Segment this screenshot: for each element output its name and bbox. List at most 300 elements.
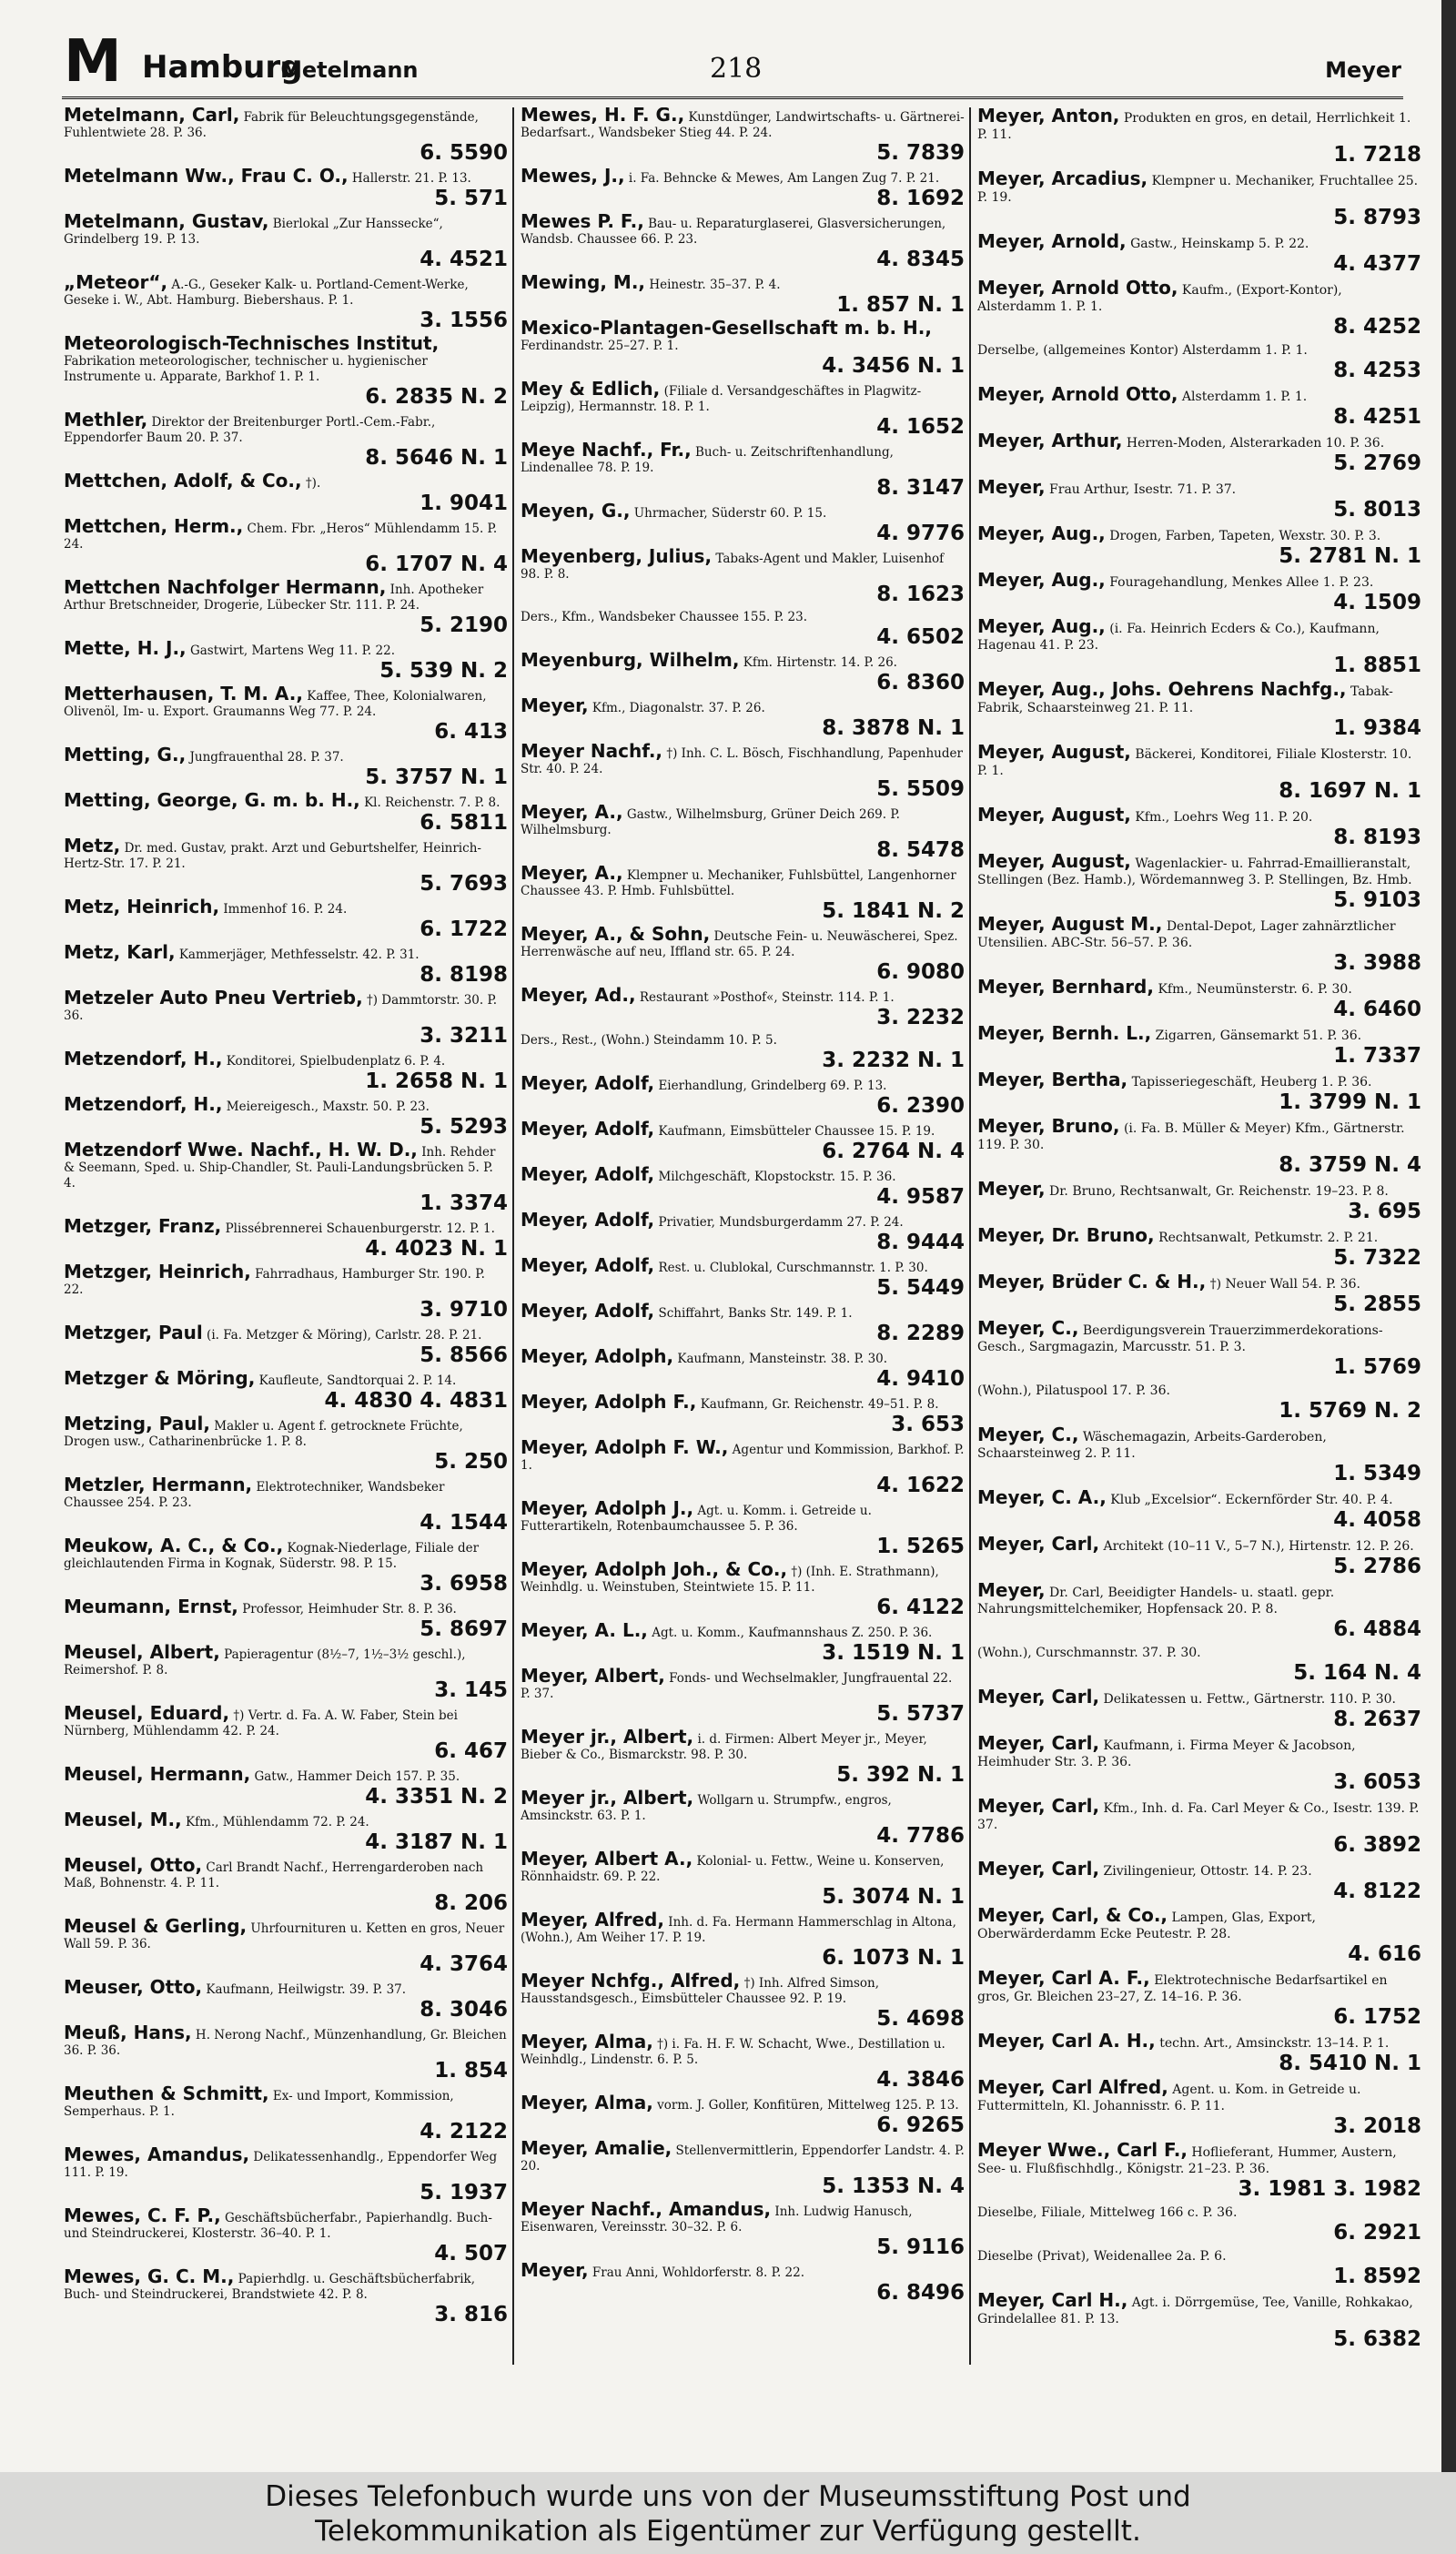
directory-entry bbox=[977, 342, 1421, 382]
entry-name: Metzeler Auto Pneu Vertrieb, bbox=[64, 987, 363, 1008]
directory-entry bbox=[521, 1436, 965, 1497]
entry-details: Uhrfournituren u. Ketten en gros, Neuer Wall 59. P. 36. bbox=[64, 1921, 505, 1951]
directory-entry bbox=[64, 1048, 508, 1093]
entry-name: Meusel & Gerling, bbox=[64, 1915, 248, 1937]
directory-entry bbox=[521, 1033, 965, 1072]
entry-details: Eierhandlung, Grindelberg 69. P. 13. bbox=[658, 1079, 887, 1093]
directory-entry bbox=[521, 740, 965, 801]
entry-phone-number: 6. 1752 bbox=[1333, 2005, 1421, 2029]
entry-phone-number: 5. 2786 bbox=[1333, 1555, 1421, 1578]
directory-entry bbox=[977, 522, 1421, 568]
entry-details: Kaffee, Thee, Kolonialwaren, Olivenöl, Im- u. Export. Graumanns Weg 77. P. 24. bbox=[64, 689, 487, 719]
entry-phone-number: 5. 8566 bbox=[420, 1343, 508, 1367]
directory-entry bbox=[64, 576, 508, 637]
column-divider bbox=[969, 107, 971, 2365]
entry-name: Meye Nachf., Fr., bbox=[521, 439, 692, 461]
directory-entry bbox=[64, 2144, 508, 2204]
entry-details: Derselbe, (allgemeines Kontor) Alsterdamm 1. P. 1. bbox=[977, 343, 1308, 358]
entry-phone-number: 4. 4377 bbox=[1333, 252, 1421, 276]
entry-phone-number: 6. 2835 N. 2 bbox=[365, 385, 508, 409]
entry-details: Direktor der Breitenburger Portl.-Cem.-Fabr., Eppendorfer Baum 20. P. 37. bbox=[64, 415, 436, 445]
entry-details: Inh. d. Fa. Hermann Hammerschlag in Altona, (Wohn.), Am Weiher 17. P. 19. bbox=[521, 1915, 956, 1945]
entry-name: Meyer, Adolph, bbox=[521, 1345, 674, 1367]
directory-entry bbox=[977, 1178, 1421, 1223]
entry-details: Alsterdamm 1. P. 1. bbox=[1181, 390, 1308, 404]
directory-entry bbox=[977, 741, 1421, 803]
entry-details: (Filiale d. Versandgeschäftes in Plagwitz-Leipzig), Hermannstr. 18. P. 1. bbox=[521, 384, 922, 414]
directory-entry bbox=[521, 1072, 965, 1118]
entry-name: Metzler, Hermann, bbox=[64, 1474, 253, 1495]
entry-name: Meyer, Carl, & Co., bbox=[977, 1904, 1168, 1926]
entry-name: Meyer, Adolph F. W., bbox=[521, 1436, 729, 1458]
directory-entry bbox=[977, 615, 1421, 677]
entry-phone-number: 6. 1073 N. 1 bbox=[822, 1946, 965, 1970]
entry-phone-number: 4. 9410 bbox=[876, 1367, 965, 1391]
directory-entry bbox=[521, 2092, 965, 2137]
directory-entry bbox=[64, 515, 508, 576]
column-1 bbox=[64, 107, 508, 2365]
directory-entry bbox=[64, 1915, 508, 1976]
entry-phone-number: 1. 7218 bbox=[1333, 143, 1421, 167]
entry-phone-number: 6. 3892 bbox=[1333, 1833, 1421, 1857]
directory-entry bbox=[64, 1641, 508, 1702]
entry-phone-number: 5. 8793 bbox=[1333, 206, 1421, 229]
entry-name: Meyer jr., Albert, bbox=[521, 1787, 694, 1809]
entry-name: Meyer, Carl A. F., bbox=[977, 1967, 1150, 1989]
directory-entry bbox=[64, 470, 508, 515]
entry-details: Fabrikation meteorologischer, technischer u. hygienischer Instrumente u. Apparate, Barkhof 1. P. 1. bbox=[64, 354, 428, 384]
entry-details: Kaufmann, i. Firma Meyer & Jacobson, Heimhuder Str. 3. P. 36. bbox=[977, 1738, 1356, 1769]
entry-details: Kaufm., (Export-Kontor), Alsterdamm 1. P. 1. bbox=[977, 283, 1342, 314]
directory-entry bbox=[64, 987, 508, 1048]
directory-entry bbox=[977, 1224, 1421, 1270]
entry-name: Meyen, G., bbox=[521, 500, 631, 522]
column-2 bbox=[521, 107, 965, 2365]
entry-details: †) i. Fa. H. F. W. Schacht, Wwe., Destillation u. Weinhdlg., Lindenstr. 6. P. 5. bbox=[521, 2037, 945, 2067]
entry-name: Meyer, Adolf, bbox=[521, 1254, 655, 1276]
directory-entry bbox=[977, 279, 1421, 339]
directory-entry bbox=[64, 2022, 508, 2083]
directory-entry bbox=[977, 1317, 1421, 1379]
entry-phone-number: 4. 1544 bbox=[420, 1511, 508, 1535]
entry-phone-number: 4. 4058 bbox=[1333, 1508, 1421, 1532]
entry-phone-number: 5. 7322 bbox=[1333, 1246, 1421, 1270]
entry-details: i. Fa. Behncke & Mewes, Am Langen Zug 7. P. 21. bbox=[628, 171, 940, 186]
directory-entry bbox=[521, 210, 965, 271]
entry-phone-number: 8. 8193 bbox=[1333, 826, 1421, 849]
directory-entry bbox=[64, 1809, 508, 1854]
entry-name: Meyer, C., bbox=[977, 1424, 1079, 1445]
entry-phone-number: 5. 6382 bbox=[1333, 2327, 1421, 2351]
directory-entry bbox=[977, 1579, 1421, 1641]
entry-details: Restaurant »Posthof«, Steinstr. 114. P. 1. bbox=[639, 990, 895, 1005]
directory-entry bbox=[977, 167, 1421, 229]
entry-details: Bäckerei, Konditorei, Filiale Klosterstr. 10. P. 1. bbox=[977, 747, 1412, 778]
directory-entry bbox=[977, 1535, 1421, 1578]
entry-name: Mewes, Amandus, bbox=[64, 2144, 250, 2165]
directory-entry bbox=[64, 332, 508, 409]
entry-phone-number: 5. 3074 N. 1 bbox=[822, 1885, 965, 1909]
city-title: Hamburg bbox=[142, 49, 303, 86]
entry-phone-number: 4. 1652 bbox=[876, 415, 965, 439]
entry-details: Dieselbe (Privat), Weidenallee 2a. P. 6. bbox=[977, 2249, 1227, 2264]
directory-entry bbox=[64, 409, 508, 470]
entry-phone-number: 5. 1841 N. 2 bbox=[822, 899, 965, 923]
directory-entry bbox=[977, 850, 1421, 912]
entry-name: Mewes, G. C. M., bbox=[64, 2265, 235, 2287]
entry-details: Deutsche Fein- u. Neuwäscherei, Spez. Herrenwäsche auf neu, Iffland str. 65. P. 24. bbox=[521, 929, 958, 959]
entry-phone-number: 6. 4884 bbox=[1333, 1617, 1421, 1641]
entry-name: Metterhausen, T. M. A., bbox=[64, 683, 303, 704]
entry-phone-number: 6. 1707 N. 4 bbox=[365, 552, 508, 576]
directory-entry bbox=[977, 1426, 1421, 1485]
entry-details: Inh. Rehder & Seemann, Sped. u. Ship-Chandler, St. Pauli-Landungsbrücken 5. P. 4. bbox=[64, 1145, 496, 1191]
entry-details: Chem. Fbr. „Heros“ Mühlendamm 15. P. 24. bbox=[64, 522, 498, 552]
entry-details: Kaufleute, Sandtorquai 2. P. 14. bbox=[258, 1373, 457, 1388]
entry-details: Fouragehandlung, Menkes Allee 1. P. 23. bbox=[1109, 575, 1374, 590]
entry-name: Meyer, Aug., bbox=[977, 569, 1106, 591]
entry-details: Delikatessenhandlg., Eppendorfer Weg 111. P. 19. bbox=[64, 2150, 498, 2180]
entry-phone-number: 1. 854 bbox=[434, 2059, 508, 2083]
entry-name: Mette, H. J., bbox=[64, 637, 187, 659]
entry-details: Fabrik für Beleuchtungsgegenstände, Fuhlentwiete 28. P. 36. bbox=[64, 110, 479, 140]
directory-entry bbox=[521, 545, 965, 606]
entry-phone-number: 6. 4122 bbox=[876, 1596, 965, 1619]
entry-phone-number: 4. 2122 bbox=[420, 2120, 508, 2144]
entry-name: „Meteor“, bbox=[64, 271, 168, 293]
entry-details: i. d. Firmen: Albert Meyer jr., Meyer, Bieber & Co., Bismarckstr. 98. P. 30. bbox=[521, 1732, 927, 1762]
entry-details: (i. Fa. Metzger & Möring), Carlstr. 28. P. 21. bbox=[207, 1328, 482, 1343]
entry-name: Meyer, Carl H., bbox=[977, 2289, 1128, 2311]
directory-entry bbox=[64, 1854, 508, 1915]
entry-name: Mexico-Plantagen-Gesellschaft m. b. H., bbox=[521, 317, 932, 339]
entry-name: Meyer, Carl, bbox=[977, 1732, 1100, 1754]
entry-phone-number: 8. 3046 bbox=[420, 1998, 508, 2022]
entry-name: Meyer, Alma, bbox=[521, 2092, 653, 2113]
entry-details: Dr. Bruno, Rechtsanwalt, Gr. Reichenstr. 19–23. P. 8. bbox=[1049, 1184, 1389, 1199]
entry-name: Meukow, A. C., & Co., bbox=[64, 1535, 284, 1556]
entry-name: Meyer, Anton, bbox=[977, 107, 1120, 127]
entry-details: Meiereigesch., Maxstr. 50. P. 23. bbox=[226, 1100, 430, 1114]
entry-phone-number: 8. 5646 N. 1 bbox=[365, 446, 508, 470]
directory-entry bbox=[977, 1732, 1421, 1794]
entry-name: Mewing, M., bbox=[521, 271, 646, 293]
entry-name: Meyer, A. L., bbox=[521, 1619, 648, 1641]
entry-name: Meyer, Adolph Joh., & Co., bbox=[521, 1558, 788, 1580]
entry-name: Meyer Nachf., Amandus, bbox=[521, 2198, 772, 2220]
entry-name: Meteorologisch-Technisches Institut, bbox=[64, 332, 440, 354]
entry-details: Milchgeschäft, Klopstockstr. 15. P. 36. bbox=[658, 1170, 896, 1184]
entry-phone-number: 6. 9265 bbox=[876, 2113, 965, 2137]
entry-phone-number: 6. 5590 bbox=[420, 141, 508, 165]
entry-details: Gastw., Wilhelmsburg, Grüner Deich 269. P. Wilhelmsburg. bbox=[521, 807, 900, 837]
entry-phone-number: 3. 1981 3. 1982 bbox=[1238, 2177, 1421, 2201]
entry-details: Delikatessen u. Fettw., Gärtnerstr. 110. P. 30. bbox=[1103, 1692, 1396, 1707]
directory-entry bbox=[64, 1702, 508, 1763]
entry-details: †). bbox=[305, 476, 321, 491]
entry-name: Metzing, Paul, bbox=[64, 1413, 210, 1434]
directory-entry bbox=[521, 1254, 965, 1300]
entry-details: (i. Fa. B. Müller & Meyer) Kfm., Gärtnerstr. 119. P. 30. bbox=[977, 1121, 1405, 1152]
entry-phone-number: 8. 8198 bbox=[420, 963, 508, 987]
entry-phone-number: 3. 3211 bbox=[420, 1024, 508, 1048]
directory-entry bbox=[977, 1022, 1421, 1068]
entry-name: Metz, Karl, bbox=[64, 941, 176, 963]
entry-phone-number: 5. 2855 bbox=[1333, 1292, 1421, 1316]
directory-entry bbox=[977, 1071, 1421, 1114]
entry-phone-number: 3. 695 bbox=[1348, 1200, 1421, 1223]
entry-phone-number: 3. 653 bbox=[891, 1413, 965, 1436]
entry-name: Meyer, Adolf, bbox=[521, 1163, 655, 1185]
entry-name: Mewes, C. F. P., bbox=[64, 2204, 221, 2226]
entry-details: Stellenvermittlerin, Eppendorfer Landstr. 4. P. 20. bbox=[521, 2144, 965, 2174]
directory-entry bbox=[977, 107, 1421, 167]
directory-entry bbox=[64, 896, 508, 941]
entry-name: Mewes, J., bbox=[521, 165, 625, 187]
entry-phone-number: 4. 3764 bbox=[420, 1952, 508, 1976]
entry-phone-number: 6. 2921 bbox=[1333, 2221, 1421, 2245]
entry-details: Professor, Heimhuder Str. 8. P. 36. bbox=[242, 1602, 457, 1617]
directory-entry bbox=[521, 1970, 965, 2031]
entry-name: Metzger, Paul bbox=[64, 1322, 203, 1343]
entry-phone-number: 5. 250 bbox=[434, 1450, 508, 1474]
entry-phone-number: 1. 9041 bbox=[420, 492, 508, 515]
directory-entry bbox=[521, 1909, 965, 1970]
entry-phone-number: 5. 3757 N. 1 bbox=[365, 765, 508, 789]
directory-entry bbox=[521, 500, 965, 545]
entry-phone-number: 4. 3456 N. 1 bbox=[822, 354, 965, 378]
entry-phone-number: 8. 206 bbox=[434, 1891, 508, 1915]
entry-phone-number: 4. 9587 bbox=[876, 1185, 965, 1209]
entry-name: Meyer, Brüder C. & H., bbox=[977, 1271, 1207, 1292]
directory-entry bbox=[521, 610, 965, 649]
entry-name: Meyer, C., bbox=[977, 1317, 1079, 1339]
footer-notice bbox=[0, 2472, 1456, 2554]
entry-name: Metzger & Möring, bbox=[64, 1367, 256, 1389]
entry-details: Heinestr. 35–37. P. 4. bbox=[649, 278, 781, 292]
entry-details: Produkten en gros, en detail, Herrlichkeit 1. P. 11. bbox=[977, 111, 1411, 142]
entry-details: †) Neuer Wall 54. P. 36. bbox=[1209, 1277, 1360, 1292]
entry-details: Tabak-Fabrik, Schaarsteinweg 21. P. 11. bbox=[977, 684, 1393, 715]
entry-phone-number: 5. 1937 bbox=[420, 2181, 508, 2204]
entry-phone-number: 4. 1509 bbox=[1333, 591, 1421, 614]
entry-name: Meyer, Adolf, bbox=[521, 1209, 655, 1231]
entry-phone-number: 4. 616 bbox=[1348, 1942, 1421, 1966]
entry-details: Agt. u. Komm. i. Getreide u. Futterartikeln, Rotenbaumchaussee 5. P. 36. bbox=[521, 1504, 872, 1534]
column-divider bbox=[512, 107, 514, 2365]
directory-entry bbox=[64, 1215, 508, 1261]
entry-details: Kunstdünger, Landwirtschafts- u. Gärtnerei-Bedarfsart., Wandsbeker Stieg 44. P. 24. bbox=[521, 110, 965, 140]
directory-entry bbox=[977, 1860, 1421, 1903]
entry-details: Wagenlackier- u. Fahrrad-Emaillieranstalt, Stellingen (Bez. Hamb.), Wördemannweg 3. P. Stellingen, Bz. Hmb. bbox=[977, 856, 1412, 887]
directory-entry bbox=[977, 569, 1421, 614]
entry-details: Ferdinandstr. 25–27. P. 1. bbox=[521, 339, 679, 353]
directory-entry bbox=[521, 1118, 965, 1163]
entry-name: Meyer, Arthur, bbox=[977, 430, 1123, 451]
directory-entry bbox=[977, 2076, 1421, 2138]
directory-entry bbox=[64, 1322, 508, 1367]
footer-line-2: Telekommunikation als Eigentümer zur Verfügung gestellt. bbox=[315, 2515, 1141, 2548]
entry-name: Meyer, Arnold, bbox=[977, 230, 1127, 252]
entry-details: Dieselbe, Filiale, Mittelweg 166 c. P. 36. bbox=[977, 2205, 1238, 2220]
entry-details: Tabaks-Agent und Makler, Luisenhof 98. P. 8. bbox=[521, 552, 945, 582]
directory-entry bbox=[521, 317, 965, 378]
entry-name: Meyer, August, bbox=[977, 804, 1131, 826]
entry-details: Kolonial- u. Fettw., Weine u. Konserven, Rönnhaidstr. 69. P. 22. bbox=[521, 1854, 945, 1884]
entry-phone-number: 4. 7786 bbox=[876, 1824, 965, 1848]
entry-name: Meuß, Hans, bbox=[64, 2022, 192, 2043]
entry-details: †) Vertr. d. Fa. A. W. Faber, Stein bei Nürnberg, Mühlendamm 42. P. 24. bbox=[64, 1708, 458, 1738]
directory-entry bbox=[977, 2032, 1421, 2075]
entry-details: Kaufmann, Mansteinstr. 38. P. 30. bbox=[677, 1352, 888, 1366]
entry-phone-number: 8. 4251 bbox=[1333, 405, 1421, 429]
entry-phone-number: 3. 6053 bbox=[1333, 1770, 1421, 1794]
entry-details: Jungfrauenthal 28. P. 37. bbox=[189, 750, 344, 765]
entry-details: †) Dammtorstr. 30. P. 36. bbox=[64, 993, 498, 1023]
entry-phone-number: 1. 857 N. 1 bbox=[836, 293, 965, 317]
directory-entry bbox=[521, 1558, 965, 1619]
entry-details: Bau- u. Reparaturglaserei, Glasversicherungen, Wandsb. Chaussee 66. P. 23. bbox=[521, 217, 946, 247]
entry-phone-number: 3. 2018 bbox=[1333, 2114, 1421, 2138]
entry-name: Meyer, Aug., bbox=[977, 522, 1106, 544]
entry-details: Plissébrennerei Schauenburgerstr. 12. P. 1. bbox=[225, 1221, 495, 1236]
entry-name: Mey & Edlich, bbox=[521, 378, 661, 400]
entry-phone-number: 5. 7839 bbox=[876, 141, 965, 165]
entry-details: Fahrradhaus, Hamburger Str. 190. P. 22. bbox=[64, 1267, 485, 1297]
directory-entry bbox=[521, 984, 965, 1029]
entry-details: Zivilingenieur, Ottostr. 14. P. 23. bbox=[1103, 1864, 1312, 1879]
entry-name: Meyer Nachf., bbox=[521, 740, 663, 762]
entry-details: †) (Inh. E. Strathmann), Weinhdlg. u. Weinstuben, Steintwiete 15. P. 11. bbox=[521, 1565, 939, 1595]
directory-entry bbox=[64, 744, 508, 789]
entry-phone-number: 5. 5737 bbox=[876, 1702, 965, 1726]
directory-entry bbox=[521, 1726, 965, 1787]
entry-phone-number: 4. 6460 bbox=[1333, 998, 1421, 1021]
entry-details: Gatw., Hammer Deich 157. P. 35. bbox=[254, 1769, 460, 1784]
entry-details: Kfm. Hirtenstr. 14. P. 26. bbox=[743, 655, 897, 670]
entry-name: Meyenberg, Julius, bbox=[521, 545, 713, 567]
directory-entry bbox=[977, 678, 1421, 740]
directory-entry bbox=[977, 476, 1421, 522]
entry-name: Metelmann, Carl, bbox=[64, 107, 240, 126]
entry-name: Meyer, Carl Alfred, bbox=[977, 2076, 1168, 2098]
entry-phone-number: 4. 1622 bbox=[876, 1474, 965, 1497]
entry-name: Meyer, Arcadius, bbox=[977, 167, 1148, 189]
entry-details: Gastw., Heinskamp 5. P. 22. bbox=[1130, 237, 1309, 251]
entry-name: Metzger, Franz, bbox=[64, 1215, 222, 1237]
entry-name: Meyenburg, Wilhelm, bbox=[521, 649, 740, 671]
entry-name: Metelmann Ww., Frau C. O., bbox=[64, 165, 349, 187]
entry-phone-number: 8. 4253 bbox=[1333, 359, 1421, 382]
directory-entry bbox=[64, 683, 508, 744]
entry-phone-number: 1. 7337 bbox=[1333, 1044, 1421, 1068]
directory-entry bbox=[521, 862, 965, 923]
entry-details: Hoflieferant, Hummer, Austern, See- u. Flußfischhdlg., Königstr. 21–23. P. 36. bbox=[977, 2145, 1397, 2176]
entry-name: Meyer, Carl, bbox=[977, 1686, 1100, 1708]
directory-entry bbox=[64, 941, 508, 987]
directory-entry bbox=[977, 2204, 1421, 2245]
entry-details: (i. Fa. Heinrich Ecders & Co.), Kaufmann, Hagenau 41. P. 23. bbox=[977, 622, 1380, 653]
directory-entry bbox=[64, 637, 508, 683]
entry-phone-number: 6. 8360 bbox=[876, 671, 965, 694]
directory-entry bbox=[64, 1596, 508, 1641]
entry-phone-number: 1. 9384 bbox=[1333, 716, 1421, 740]
directory-entry bbox=[64, 210, 508, 271]
entry-details: Drogen, Farben, Tapeten, Wexstr. 30. P. 3. bbox=[1109, 529, 1381, 543]
entry-details: Rechtsanwalt, Petkumstr. 2. P. 21. bbox=[1158, 1231, 1379, 1245]
entry-phone-number: 3. 9710 bbox=[420, 1298, 508, 1322]
entry-details: Rest. u. Clublokal, Curschmannstr. 1. P. 30. bbox=[658, 1261, 928, 1275]
entry-phone-number: 3. 1556 bbox=[420, 309, 508, 332]
entry-details: Konditorei, Spielbudenplatz 6. P. 4. bbox=[226, 1054, 446, 1069]
entry-phone-number: 4. 8122 bbox=[1333, 1880, 1421, 1903]
entry-phone-number: 5. 164 N. 4 bbox=[1293, 1661, 1421, 1685]
directory-entry bbox=[521, 2137, 965, 2198]
directory-entry bbox=[521, 1163, 965, 1209]
entry-name: Mewes, H. F. G., bbox=[521, 107, 685, 126]
directory-entry bbox=[521, 1209, 965, 1254]
entry-name: Metz, Heinrich, bbox=[64, 896, 220, 917]
entry-details: Dental-Depot, Lager zahnärztlicher Utensilien. ABC-Str. 56–57. P. 36. bbox=[977, 919, 1396, 950]
entry-name: Metting, George, G. m. b. H., bbox=[64, 789, 360, 811]
entry-details: Privatier, Mundsburgerdamm 27. P. 24. bbox=[658, 1215, 904, 1230]
entry-details: Inh. Apotheker Arthur Bretschneider, Drogerie, Lübecker Str. 111. P. 24. bbox=[64, 583, 484, 613]
entry-phone-number: 3. 2232 N. 1 bbox=[822, 1049, 965, 1072]
entry-details: Wäschemagazin, Arbeits-Garderoben, Schaarsteinweg 2. P. 11. bbox=[977, 1430, 1327, 1461]
entry-phone-number: 1. 8592 bbox=[1333, 2265, 1421, 2288]
entry-name: Meyer, C. A., bbox=[977, 1486, 1107, 1508]
entry-name: Methler, bbox=[64, 409, 148, 431]
entry-details: Kfm., Mühlendamm 72. P. 24. bbox=[185, 1815, 369, 1829]
entry-name: Meyer jr., Albert, bbox=[521, 1726, 694, 1748]
directory-entry bbox=[521, 1497, 965, 1558]
entry-name: Meyer, Bertha, bbox=[977, 1069, 1128, 1090]
entry-details: Ders., Kfm., Wandsbeker Chaussee 155. P. 23. bbox=[521, 610, 808, 624]
entry-phone-number: 6. 2390 bbox=[876, 1094, 965, 1118]
directory-entry bbox=[64, 2083, 508, 2144]
directory-entry bbox=[977, 230, 1421, 276]
entry-name: Metzendorf, H., bbox=[64, 1093, 223, 1115]
entry-phone-number: 8. 9444 bbox=[876, 1231, 965, 1254]
entry-name: Meyer, bbox=[521, 694, 589, 716]
entry-name: Meusel, Otto, bbox=[64, 1854, 203, 1876]
entry-phone-number: 1. 5769 N. 2 bbox=[1279, 1399, 1421, 1423]
entry-phone-number: 6. 5811 bbox=[420, 811, 508, 835]
entry-details: Architekt (10–11 V., 5–7 N.), Hirtenstr. 12. P. 26. bbox=[1103, 1539, 1414, 1554]
entry-details: Gastwirt, Martens Weg 11. P. 22. bbox=[189, 644, 395, 658]
entry-details: Agt. u. Komm., Kaufmannshaus Z. 250. P. 36. bbox=[652, 1626, 933, 1640]
entry-phone-number: 3. 3988 bbox=[1333, 951, 1421, 975]
directory-entry bbox=[64, 107, 508, 165]
entry-name: Meyer, Amalie, bbox=[521, 2137, 672, 2159]
entry-details: Kaufmann, Eimsbütteler Chaussee 15. P. 19. bbox=[658, 1124, 935, 1139]
directory-entry bbox=[521, 107, 965, 165]
entry-details: Klempner u. Mechaniker, Fuhlsbüttel, Langenhorner Chaussee 43. P. Hmb. Fuhlsbüttel. bbox=[521, 868, 956, 898]
directory-entry bbox=[521, 1787, 965, 1848]
entry-name: Meyer, Albert A., bbox=[521, 1848, 693, 1870]
entry-phone-number: 8. 4252 bbox=[1333, 315, 1421, 339]
entry-details: †) Inh. Alfred Simson, Hausstandsgesch., Eimsbütteler Chaussee 92. P. 19. bbox=[521, 1976, 880, 2006]
entry-name: Meyer, Adolf, bbox=[521, 1072, 655, 1094]
entry-phone-number: 4. 4521 bbox=[420, 248, 508, 271]
directory-entry bbox=[521, 649, 965, 694]
entry-details: Elektrotechniker, Wandsbeker Chaussee 254. P. 23. bbox=[64, 1480, 445, 1510]
entry-phone-number: 5. 571 bbox=[434, 187, 508, 210]
entry-details: Wollgarn u. Strumpfw., engros, Amsinckstr. 63. P. 1. bbox=[521, 1793, 892, 1823]
entry-details: Zigarren, Gänsemarkt 51. P. 36. bbox=[1155, 1029, 1362, 1043]
entry-phone-number: 5. 5509 bbox=[876, 777, 965, 801]
directory-entry bbox=[521, 1391, 965, 1436]
